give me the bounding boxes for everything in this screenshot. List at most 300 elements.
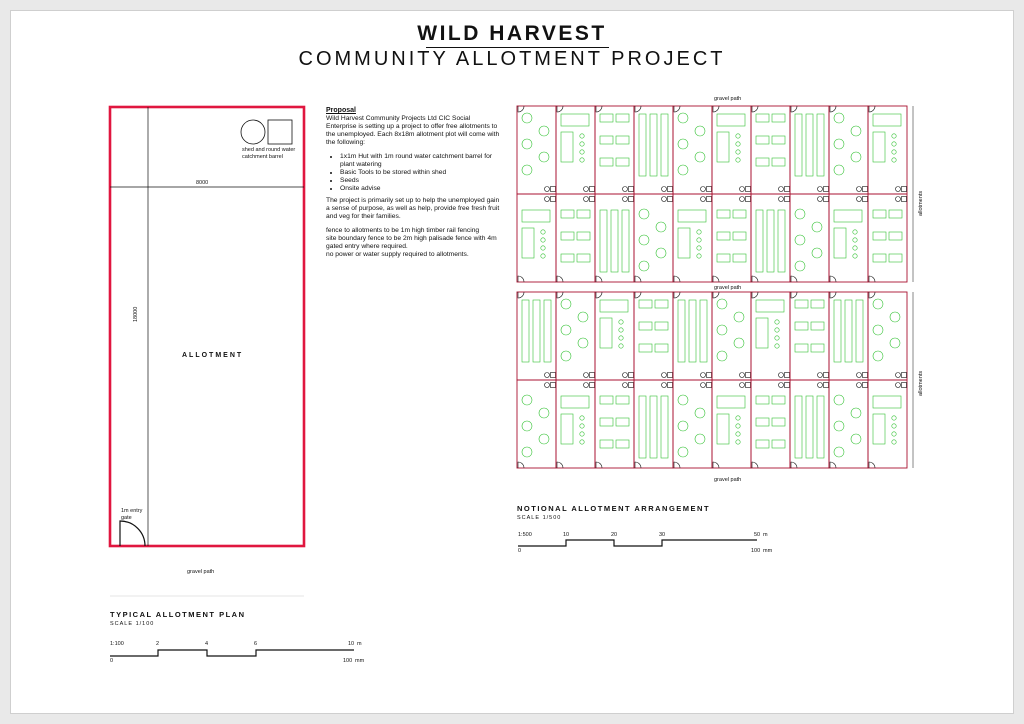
- water-barrel-icon: [896, 383, 901, 388]
- vegetable-bed: [756, 136, 769, 144]
- seedling-icon: [736, 432, 740, 436]
- shed-note: shed and round water catchment barrel: [242, 147, 296, 160]
- fruit-bush-icon: [639, 209, 649, 219]
- vegetable-bed: [600, 440, 613, 448]
- vegetable-bed: [717, 396, 745, 408]
- vegetable-bed: [678, 300, 685, 362]
- shed-icon: [551, 373, 556, 378]
- allotment-plot: [556, 292, 595, 380]
- water-barrel-icon: [662, 197, 667, 202]
- vegetable-bed: [733, 232, 746, 240]
- vegetable-bed: [577, 254, 590, 262]
- allotment-plot: [790, 380, 829, 468]
- vegetable-bed: [873, 210, 886, 218]
- fruit-bush-icon: [678, 165, 688, 175]
- fruit-bush-icon: [851, 434, 861, 444]
- vegetable-bed: [756, 318, 768, 348]
- shed-icon: [551, 383, 556, 388]
- seedling-icon: [619, 344, 623, 348]
- plan-scale-tick: 10: [348, 641, 355, 647]
- shed-icon: [707, 187, 712, 192]
- entry-gate-icon: [635, 106, 641, 112]
- seedling-icon: [775, 336, 779, 340]
- shed-icon: [824, 373, 829, 378]
- vegetable-bed: [717, 254, 730, 262]
- vegetable-bed: [756, 158, 769, 166]
- vegetable-bed: [845, 300, 852, 362]
- fruit-bush-icon: [834, 421, 844, 431]
- allotment-plot: [595, 380, 634, 468]
- water-barrel-icon: [623, 187, 628, 192]
- entry-gate-icon: [557, 106, 563, 112]
- fruit-bush-icon: [678, 447, 688, 457]
- allotment-plot: [751, 380, 790, 468]
- vegetable-bed: [811, 322, 824, 330]
- seedling-icon: [619, 336, 623, 340]
- fruit-bush-icon: [890, 338, 900, 348]
- water-barrel-icon: [662, 187, 667, 192]
- fruit-bush-icon: [656, 248, 666, 258]
- vegetable-bed: [600, 210, 607, 272]
- vegetable-bed: [655, 344, 668, 352]
- vegetable-bed: [873, 254, 886, 262]
- water-barrel-icon: [740, 197, 745, 202]
- seedling-icon: [775, 344, 779, 348]
- fruit-bush-icon: [678, 113, 688, 123]
- seedling-icon: [853, 238, 857, 242]
- water-barrel-icon: [545, 197, 550, 202]
- vegetable-bed: [639, 344, 652, 352]
- water-barrel-icon: [545, 373, 550, 378]
- fruit-bush-icon: [834, 447, 844, 457]
- vegetable-bed: [834, 300, 841, 362]
- vegetable-bed: [772, 440, 785, 448]
- plan-scale-zero: 0: [110, 658, 114, 664]
- shed-icon: [629, 197, 634, 202]
- vegetable-bed: [600, 418, 613, 426]
- allotment-plot: [595, 106, 634, 194]
- fruit-bush-icon: [795, 261, 805, 271]
- vegetable-bed: [772, 114, 785, 122]
- entry-gate-icon: [791, 276, 797, 282]
- allotment-label: ALLOTMENT: [182, 352, 244, 359]
- vegetable-bed: [655, 322, 668, 330]
- vegetable-bed: [717, 414, 729, 444]
- seedling-icon: [736, 134, 740, 138]
- proposal-purpose: The project is primarily set up to help the unemployed gain a sense of purpose, as well as help, provide free fresh fruit and veg for their families.: [326, 197, 500, 220]
- vegetable-bed: [616, 396, 629, 404]
- fruit-bush-icon: [678, 139, 688, 149]
- allotment-plot: [517, 292, 556, 380]
- vegetable-bed: [689, 300, 696, 362]
- fruit-bush-icon: [539, 126, 549, 136]
- allotments-side-label-1: allotments: [918, 190, 924, 216]
- vegetable-bed: [522, 300, 529, 362]
- vegetable-bed: [533, 300, 540, 362]
- vegetable-bed: [795, 396, 802, 458]
- fruit-bush-icon: [561, 351, 571, 361]
- fruit-bush-icon: [578, 338, 588, 348]
- seedling-icon: [541, 254, 545, 258]
- shed-icon: [824, 383, 829, 388]
- vegetable-bed: [600, 396, 613, 404]
- vegetable-bed: [756, 418, 769, 426]
- shed-icon: [590, 373, 595, 378]
- vegetable-bed: [795, 344, 808, 352]
- entry-gate-icon: [518, 276, 524, 282]
- allotment-plot: [595, 194, 634, 282]
- water-barrel-icon: [896, 197, 901, 202]
- vegetable-bed: [639, 396, 646, 458]
- entry-gate-icon: [518, 106, 524, 112]
- proposal-note: fence to allotments to be 1m high timber rail fencing: [326, 227, 480, 234]
- shed-icon: [902, 373, 907, 378]
- shed-icon: [629, 373, 634, 378]
- seedling-icon: [697, 238, 701, 242]
- vegetable-bed: [889, 210, 902, 218]
- water-barrel-icon: [857, 187, 862, 192]
- arrangement-scale-tick: 10: [563, 532, 570, 538]
- water-barrel-icon: [818, 187, 823, 192]
- vegetable-bed: [811, 300, 824, 308]
- vegetable-bed: [772, 158, 785, 166]
- allotment-plot: [673, 194, 712, 282]
- allotment-plot: [790, 106, 829, 194]
- vegetable-bed: [717, 210, 730, 218]
- water-barrel-icon: [662, 383, 667, 388]
- allotment-plot: [868, 292, 907, 380]
- vegetable-bed: [834, 210, 862, 222]
- entry-gate-icon: [752, 292, 758, 298]
- shed-icon: [863, 373, 868, 378]
- fruit-bush-icon: [795, 209, 805, 219]
- vegetable-bed: [873, 414, 885, 444]
- vegetable-bed: [650, 114, 657, 176]
- seedling-icon: [580, 416, 584, 420]
- shed-icon: [668, 197, 673, 202]
- plan-scale-end: 100: [343, 658, 353, 664]
- seedling-icon: [892, 432, 896, 436]
- allotment-plot: [790, 292, 829, 380]
- shed-icon: [785, 187, 790, 192]
- water-barrel-icon: [701, 187, 706, 192]
- shed-icon: [785, 373, 790, 378]
- water-barrel-icon: [740, 187, 745, 192]
- fruit-bush-icon: [851, 408, 861, 418]
- water-barrel-icon: [701, 197, 706, 202]
- fruit-bush-icon: [639, 235, 649, 245]
- vegetable-bed: [778, 210, 785, 272]
- allotment-plot: [634, 106, 673, 194]
- water-barrel-icon: [584, 373, 589, 378]
- entry-gate-icon: [713, 106, 719, 112]
- water-barrel-icon: [545, 383, 550, 388]
- plan-gravel-path-label: gravel path: [187, 569, 215, 575]
- vegetable-bed: [772, 418, 785, 426]
- plan-scale-tick: 1:100: [110, 641, 124, 647]
- fruit-bush-icon: [522, 113, 532, 123]
- seedling-icon: [892, 416, 896, 420]
- plan-scale-end-unit: mm: [355, 658, 365, 664]
- fruit-bush-icon: [851, 126, 861, 136]
- seedling-icon: [580, 158, 584, 162]
- seedling-icon: [580, 134, 584, 138]
- shed-icon: [668, 383, 673, 388]
- entry-gate-icon: [557, 276, 563, 282]
- entry-gate-icon: [674, 106, 680, 112]
- fruit-bush-icon: [695, 434, 705, 444]
- vegetable-bed: [561, 254, 574, 262]
- seedling-icon: [580, 432, 584, 436]
- vegetable-bed: [577, 210, 590, 218]
- arrangement-scale-tick: 50: [754, 532, 761, 538]
- entry-gate-icon: [752, 106, 758, 112]
- shed-icon: [902, 187, 907, 192]
- seedling-icon: [853, 230, 857, 234]
- arrangement-path-middle: gravel path: [714, 285, 742, 291]
- fruit-bush-icon: [734, 338, 744, 348]
- fruit-bush-icon: [639, 261, 649, 271]
- fruit-bush-icon: [717, 325, 727, 335]
- entry-gate-icon: [596, 292, 602, 298]
- arrangement-scale-tick: 20: [611, 532, 618, 538]
- allotment-plot: [829, 292, 868, 380]
- fruit-bush-icon: [695, 152, 705, 162]
- entry-gate-icon: [635, 462, 641, 468]
- arrangement-scale-tick: 30: [659, 532, 666, 538]
- fruit-bush-icon: [561, 325, 571, 335]
- vegetable-bed: [767, 210, 774, 272]
- fruit-bush-icon: [834, 139, 844, 149]
- water-barrel-icon: [779, 197, 784, 202]
- vegetable-bed: [544, 300, 551, 362]
- seedling-icon: [580, 440, 584, 444]
- seedling-icon: [775, 320, 779, 324]
- entry-gate-icon: [752, 276, 758, 282]
- vegetable-bed: [772, 136, 785, 144]
- vegetable-bed: [772, 396, 785, 404]
- seedling-icon: [892, 158, 896, 162]
- seedling-icon: [619, 320, 623, 324]
- fruit-bush-icon: [717, 351, 727, 361]
- seedling-icon: [892, 440, 896, 444]
- allotment-plot: [673, 106, 712, 194]
- fruit-bush-icon: [834, 165, 844, 175]
- allotment-plot: [634, 292, 673, 380]
- entry-gate-icon: [830, 276, 836, 282]
- fruit-bush-icon: [522, 165, 532, 175]
- vegetable-bed: [795, 322, 808, 330]
- vegetable-bed: [873, 132, 885, 162]
- entry-gate-icon: [791, 462, 797, 468]
- shed-icon: [902, 383, 907, 388]
- vegetable-bed: [616, 440, 629, 448]
- arrangement-scale-zero: 0: [518, 548, 522, 554]
- plan-scale-tick: 4: [205, 641, 209, 647]
- shed-icon: [590, 187, 595, 192]
- entry-gate-icon: [557, 292, 563, 298]
- vegetable-bed: [561, 210, 574, 218]
- water-barrel-icon: [896, 187, 901, 192]
- entry-gate-icon: [752, 462, 758, 468]
- shed-icon: [746, 373, 751, 378]
- entry-gate-icon: [635, 276, 641, 282]
- fruit-bush-icon: [851, 152, 861, 162]
- allotment-plot: [829, 194, 868, 282]
- vegetable-bed: [678, 210, 706, 222]
- vegetable-bed: [717, 114, 745, 126]
- seedling-icon: [697, 230, 701, 234]
- vegetable-bed: [873, 396, 901, 408]
- vegetable-bed: [600, 300, 628, 312]
- entry-gate-icon: [713, 292, 719, 298]
- entry-gate-icon: [869, 292, 875, 298]
- water-barrel-icon: [584, 197, 589, 202]
- vegetable-bed: [889, 232, 902, 240]
- seedling-icon: [736, 150, 740, 154]
- fruit-bush-icon: [734, 312, 744, 322]
- arrangement-scale-unit: m: [763, 532, 768, 538]
- entry-gate-icon: [869, 276, 875, 282]
- entry-gate-icon: [674, 462, 680, 468]
- arrangement-path-bottom: gravel path: [714, 477, 742, 483]
- arrangement-scale-end: 100: [751, 548, 761, 554]
- water-barrel-icon: [818, 383, 823, 388]
- fruit-bush-icon: [678, 421, 688, 431]
- allotment-plot: [556, 380, 595, 468]
- shed-icon: [668, 187, 673, 192]
- entry-gate-icon: [713, 276, 719, 282]
- vegetable-bed: [600, 136, 613, 144]
- arrangement-heading: NOTIONAL ALLOTMENT ARRANGEMENT: [517, 504, 711, 513]
- arrangement-scale-label: SCALE 1/500: [517, 515, 562, 521]
- water-barrel-icon: [818, 197, 823, 202]
- water-barrel-icon: [740, 383, 745, 388]
- fruit-bush-icon: [656, 222, 666, 232]
- shed-icon: [785, 383, 790, 388]
- plan-scale-tick: 6: [254, 641, 258, 647]
- allotment-plot: [517, 194, 556, 282]
- fruit-bush-icon: [695, 126, 705, 136]
- seedling-icon: [541, 238, 545, 242]
- vegetable-bed: [561, 414, 573, 444]
- title-line-1: WILD HARVEST: [417, 22, 607, 45]
- vegetable-bed: [700, 300, 707, 362]
- water-barrel-icon: [701, 383, 706, 388]
- entry-gate-icon: [869, 462, 875, 468]
- fruit-bush-icon: [812, 222, 822, 232]
- shed-icon: [824, 197, 829, 202]
- proposal-note: site boundary fence to be 2m high palisade fence with 4m gated entry where required.: [326, 235, 497, 250]
- vegetable-bed: [678, 228, 690, 258]
- seedling-icon: [892, 424, 896, 428]
- water-barrel-icon: [623, 383, 628, 388]
- vegetable-bed: [717, 232, 730, 240]
- vegetable-bed: [811, 344, 824, 352]
- vegetable-bed: [577, 232, 590, 240]
- vegetable-bed: [522, 210, 550, 222]
- fruit-bush-icon: [873, 325, 883, 335]
- vegetable-bed: [806, 114, 813, 176]
- seedling-icon: [775, 328, 779, 332]
- shed-icon: [707, 383, 712, 388]
- fruit-bush-icon: [561, 299, 571, 309]
- width-dimension: 8000: [196, 180, 209, 186]
- shed-icon: [551, 187, 556, 192]
- seedling-icon: [892, 142, 896, 146]
- entry-gate-icon: [674, 276, 680, 282]
- fruit-bush-icon: [578, 312, 588, 322]
- shed-icon: [629, 383, 634, 388]
- vegetable-bed: [655, 300, 668, 308]
- fruit-bush-icon: [522, 395, 532, 405]
- proposal-item: • 1x1m Hut with 1m round water catchment barrel for plant watering: [340, 153, 502, 169]
- arrangement-scale-tick: 1:500: [518, 532, 532, 538]
- vegetable-bed: [622, 210, 629, 272]
- water-barrel-icon: [857, 373, 862, 378]
- vegetable-bed: [561, 114, 589, 126]
- title-line-2: COMMUNITY ALLOTMENT PROJECT: [298, 48, 726, 70]
- entry-gate-icon: [596, 276, 602, 282]
- vegetable-bed: [817, 114, 824, 176]
- shed-icon: [590, 197, 595, 202]
- allotments-side-label-2: allotments: [918, 370, 924, 396]
- vegetable-bed: [616, 418, 629, 426]
- shed-icon: [824, 187, 829, 192]
- entry-gate-icon: [830, 292, 836, 298]
- allotment-plot: [517, 106, 556, 194]
- vegetable-bed: [756, 300, 784, 312]
- vegetable-bed: [873, 114, 901, 126]
- allotment-plot: [712, 380, 751, 468]
- entry-gate-icon: [596, 462, 602, 468]
- entry-gate-icon: [596, 106, 602, 112]
- shed-icon: [785, 197, 790, 202]
- fruit-bush-icon: [812, 248, 822, 258]
- vegetable-bed: [889, 254, 902, 262]
- fruit-bush-icon: [717, 299, 727, 309]
- seedling-icon: [697, 254, 701, 258]
- arrangement-path-top: gravel path: [714, 96, 742, 102]
- entry-gate-icon: [869, 106, 875, 112]
- vegetable-bed: [639, 300, 652, 308]
- seedling-icon: [580, 142, 584, 146]
- fruit-bush-icon: [834, 395, 844, 405]
- proposal-item: • Onsite advise: [340, 185, 502, 193]
- water-barrel-icon: [623, 197, 628, 202]
- seedling-icon: [853, 254, 857, 258]
- vegetable-bed: [661, 114, 668, 176]
- shed-icon: [707, 197, 712, 202]
- vegetable-bed: [561, 232, 574, 240]
- water-barrel-icon: [740, 373, 745, 378]
- fruit-bush-icon: [834, 113, 844, 123]
- water-barrel-icon: [584, 383, 589, 388]
- water-barrel-icon: [779, 373, 784, 378]
- fruit-bush-icon: [539, 152, 549, 162]
- vegetable-bed: [600, 158, 613, 166]
- seedling-icon: [619, 328, 623, 332]
- vegetable-bed: [806, 396, 813, 458]
- plan-heading: TYPICAL ALLOTMENT PLAN: [110, 610, 246, 619]
- seedling-icon: [736, 158, 740, 162]
- gate-label: 1m entry gate: [121, 508, 143, 521]
- shed-icon: [863, 383, 868, 388]
- shed-icon: [551, 197, 556, 202]
- vegetable-bed: [817, 396, 824, 458]
- vegetable-bed: [561, 396, 589, 408]
- seedling-icon: [541, 230, 545, 234]
